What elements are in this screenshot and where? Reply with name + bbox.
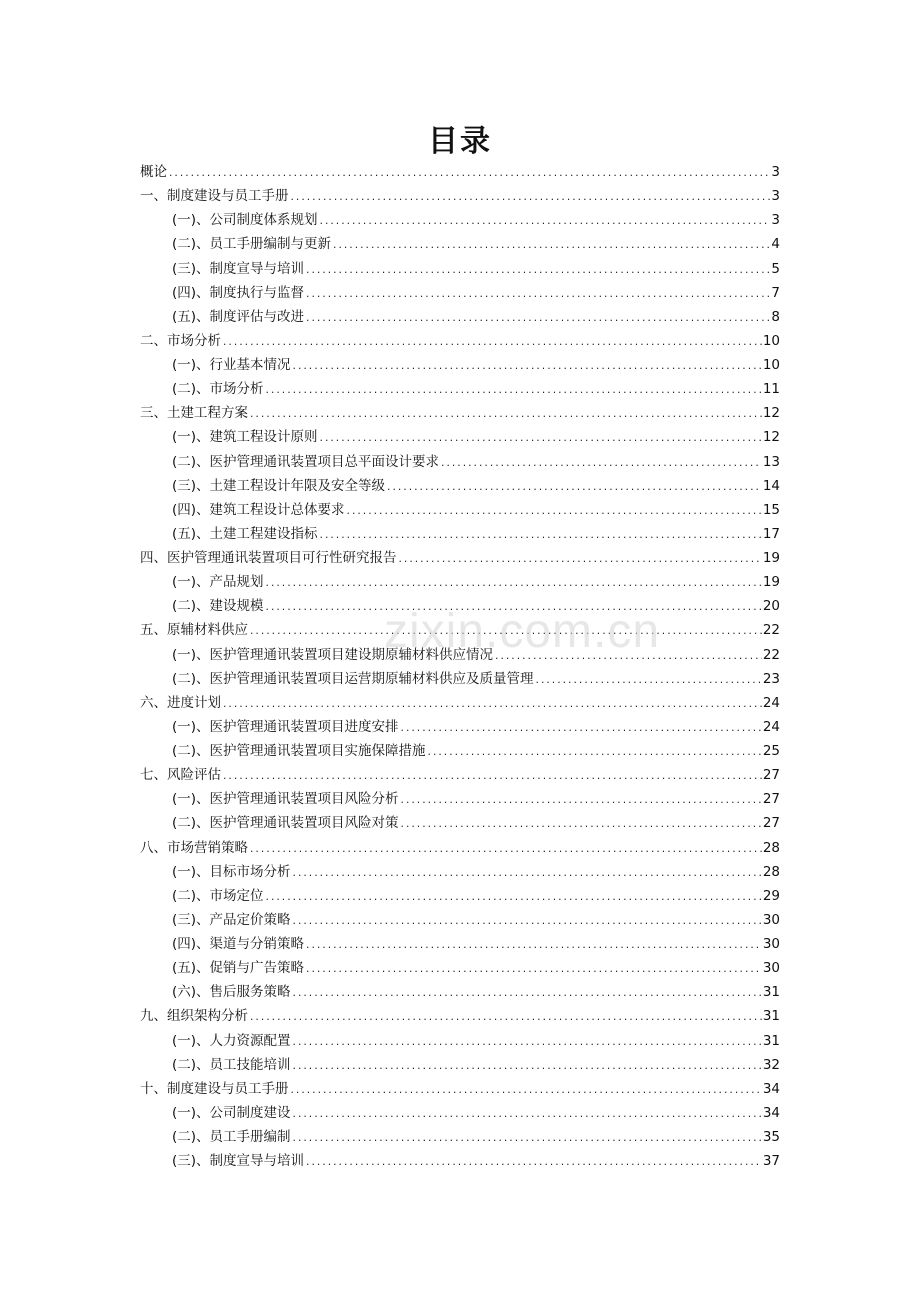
toc-entry-page: 19 xyxy=(762,574,780,591)
toc-entry-label: 概论 xyxy=(140,164,167,180)
toc-dot-leader xyxy=(440,459,762,469)
toc-dot-leader xyxy=(305,290,770,300)
toc-entry-label: (一)、公司制度建设 xyxy=(172,1104,291,1121)
toc-entry-label: (一)、人力资源配置 xyxy=(172,1032,291,1049)
toc-dot-leader xyxy=(292,869,762,879)
toc-entry[interactable] xyxy=(140,208,780,232)
toc-entry-label: 六、进度计划 xyxy=(140,694,221,711)
toc-entry[interactable] xyxy=(140,715,780,739)
toc-entry-page: 23 xyxy=(762,670,780,687)
toc-entry-page: 17 xyxy=(762,525,780,542)
toc-dot-leader xyxy=(398,555,762,565)
table-of-contents xyxy=(140,160,780,1173)
toc-entry-label: 十、制度建设与员工手册 xyxy=(140,1080,289,1097)
toc-entry-page: 25 xyxy=(762,743,780,759)
toc-entry[interactable] xyxy=(140,739,780,763)
toc-dot-leader xyxy=(265,579,762,589)
toc-entry[interactable] xyxy=(140,1053,780,1077)
toc-entry-label: 七、风险评估 xyxy=(140,767,221,784)
toc-dot-leader xyxy=(292,1038,762,1048)
toc-dot-leader xyxy=(222,700,762,710)
toc-entry-label: 九、组织架构分析 xyxy=(140,1008,248,1025)
toc-entry-label: (二)、医护管理通讯装置项目运营期原辅材料供应及质量管理 xyxy=(172,670,534,687)
toc-dot-leader xyxy=(400,796,762,806)
toc-dot-leader xyxy=(222,772,762,782)
toc-dot-leader xyxy=(319,531,762,541)
toc-entry[interactable] xyxy=(140,570,780,594)
toc-entry-label: (三)、产品定价策略 xyxy=(172,911,291,928)
toc-dot-leader xyxy=(292,989,762,999)
toc-entry[interactable] xyxy=(140,1077,780,1101)
toc-dot-leader xyxy=(168,169,770,179)
toc-dot-leader xyxy=(400,820,762,830)
toc-entry[interactable] xyxy=(140,522,780,546)
toc-entry[interactable] xyxy=(140,1101,780,1125)
toc-entry[interactable] xyxy=(140,594,780,618)
toc-entry-label: (四)、建筑工程设计总体要求 xyxy=(172,501,345,518)
toc-entry-label: (二)、员工手册编制与更新 xyxy=(172,236,332,253)
toc-entry[interactable] xyxy=(140,980,780,1004)
toc-dot-leader xyxy=(292,1110,762,1120)
toc-entry[interactable] xyxy=(140,329,780,353)
toc-entry-label: 五、原辅材料供应 xyxy=(140,622,248,639)
toc-entry-label: (二)、医护管理通讯装置项目总平面设计要求 xyxy=(172,453,440,470)
toc-entry-page: 32 xyxy=(762,1056,780,1073)
toc-entry[interactable] xyxy=(140,425,780,449)
watermark: zixin.com.cn xyxy=(384,605,661,658)
toc-entry[interactable] xyxy=(140,667,780,691)
toc-entry-page: 27 xyxy=(762,791,780,808)
toc-entry-label: (五)、促销与广告策略 xyxy=(172,960,305,977)
toc-entry-page: 13 xyxy=(762,453,780,470)
toc-dot-leader xyxy=(427,748,762,758)
toc-entry-page: 35 xyxy=(762,1129,780,1145)
toc-dot-leader xyxy=(222,338,762,348)
toc-entry-page: 3 xyxy=(771,188,780,205)
toc-entry[interactable] xyxy=(140,305,780,329)
toc-entry-page: 37 xyxy=(762,1153,780,1170)
toc-dot-leader xyxy=(265,893,762,903)
toc-dot-leader xyxy=(319,217,771,227)
toc-entry-label: (一)、行业基本情况 xyxy=(172,357,291,373)
toc-entry[interactable] xyxy=(140,498,780,522)
toc-entry[interactable] xyxy=(140,643,780,667)
toc-entry[interactable] xyxy=(140,932,780,956)
toc-entry[interactable] xyxy=(140,1149,780,1173)
toc-entry[interactable] xyxy=(140,691,780,715)
toc-entry-label: (一)、产品规划 xyxy=(172,574,264,591)
toc-entry-label: (二)、医护管理通讯装置项目风险对策 xyxy=(172,815,399,832)
toc-entry-label: (二)、市场定位 xyxy=(172,887,264,904)
toc-entry-label: 二、市场分析 xyxy=(140,332,221,349)
toc-entry-page: 10 xyxy=(762,332,780,349)
toc-entry[interactable] xyxy=(140,184,780,208)
toc-dot-leader xyxy=(400,724,762,734)
toc-dot-leader xyxy=(386,483,762,493)
toc-dot-leader xyxy=(305,941,762,951)
toc-entry-page: 31 xyxy=(762,984,780,1001)
toc-entry-label: 三、土建工程方案 xyxy=(140,405,248,422)
toc-dot-leader xyxy=(305,314,770,324)
toc-entry[interactable] xyxy=(140,1125,780,1149)
toc-dot-leader xyxy=(249,1013,762,1023)
toc-dot-leader xyxy=(290,193,771,203)
toc-entry-page: 30 xyxy=(762,960,780,977)
toc-dot-leader xyxy=(319,434,762,444)
toc-entry[interactable] xyxy=(140,377,780,401)
toc-dot-leader xyxy=(494,652,762,662)
toc-entry-label: (二)、医护管理通讯装置项目实施保障措施 xyxy=(172,743,426,759)
toc-entry[interactable] xyxy=(140,401,780,425)
toc-entry-page: 4 xyxy=(771,236,780,253)
toc-entry-label: 四、医护管理通讯装置项目可行性研究报告 xyxy=(140,550,397,566)
toc-entry-page: 12 xyxy=(762,429,780,446)
toc-entry-page: 22 xyxy=(762,646,780,663)
toc-entry[interactable] xyxy=(140,787,780,811)
toc-entry-page: 14 xyxy=(762,477,780,494)
toc-entry-label: (五)、土建工程建设指标 xyxy=(172,525,318,542)
toc-entry[interactable] xyxy=(140,160,780,184)
toc-entry-label: (一)、建筑工程设计原则 xyxy=(172,429,318,446)
toc-dot-leader xyxy=(249,845,762,855)
toc-dot-leader xyxy=(305,266,770,276)
toc-entry-page: 22 xyxy=(762,622,780,639)
toc-entry-page: 30 xyxy=(762,936,780,952)
toc-entry[interactable] xyxy=(140,860,780,884)
toc-entry-page: 28 xyxy=(762,839,780,856)
toc-entry-label: (一)、医护管理通讯装置项目风险分析 xyxy=(172,791,399,808)
toc-entry-label: (一)、医护管理通讯装置项目进度安排 xyxy=(172,718,399,735)
toc-entry-page: 3 xyxy=(771,212,780,229)
toc-entry-label: (二)、员工技能培训 xyxy=(172,1056,291,1073)
toc-dot-leader xyxy=(292,1062,762,1072)
toc-entry-label: (二)、员工手册编制 xyxy=(172,1129,291,1145)
toc-entry-page: 34 xyxy=(762,1080,780,1097)
toc-entry-page: 12 xyxy=(762,405,780,422)
toc-entry-page: 19 xyxy=(762,550,780,566)
toc-dot-leader xyxy=(535,676,762,686)
toc-entry-page: 27 xyxy=(762,815,780,832)
toc-entry[interactable] xyxy=(140,1029,780,1053)
toc-dot-leader xyxy=(305,965,762,975)
toc-entry-page: 10 xyxy=(762,357,780,373)
toc-entry-label: (五)、制度评估与改进 xyxy=(172,308,305,325)
toc-entry-label: (三)、制度宣导与培训 xyxy=(172,260,305,277)
toc-entry-page: 24 xyxy=(762,718,780,735)
toc-entry-label: 八、市场营销策略 xyxy=(140,839,248,856)
toc-entry-label: (一)、医护管理通讯装置项目建设期原辅材料供应情况 xyxy=(172,646,494,663)
toc-entry-page: 5 xyxy=(771,260,780,277)
toc-entry[interactable] xyxy=(140,956,780,980)
toc-entry[interactable] xyxy=(140,450,780,474)
toc-dot-leader xyxy=(249,627,762,637)
toc-dot-leader xyxy=(346,507,762,517)
toc-entry-page: 29 xyxy=(762,887,780,904)
toc-entry-page: 28 xyxy=(762,863,780,880)
toc-entry[interactable] xyxy=(140,763,780,787)
toc-entry[interactable] xyxy=(140,232,780,256)
toc-dot-leader xyxy=(265,603,762,613)
toc-entry-page: 15 xyxy=(762,501,780,518)
toc-entry-page: 34 xyxy=(762,1104,780,1121)
toc-dot-leader xyxy=(305,1158,762,1168)
toc-dot-leader xyxy=(292,917,762,927)
toc-dot-leader xyxy=(332,241,770,251)
toc-entry-page: 24 xyxy=(762,694,780,711)
toc-dot-leader xyxy=(292,1134,762,1144)
toc-dot-leader xyxy=(249,410,762,420)
toc-entry-label: (六)、售后服务策略 xyxy=(172,984,291,1001)
toc-entry[interactable] xyxy=(140,908,780,932)
toc-entry[interactable] xyxy=(140,836,780,860)
toc-entry-page: 7 xyxy=(771,284,780,301)
toc-entry[interactable] xyxy=(140,811,780,835)
toc-entry[interactable] xyxy=(140,1004,780,1028)
toc-entry[interactable] xyxy=(140,353,780,377)
toc-dot-leader xyxy=(292,362,762,372)
toc-entry-label: (四)、制度执行与监督 xyxy=(172,284,305,301)
toc-entry-label: (四)、渠道与分销策略 xyxy=(172,936,305,952)
toc-entry-page: 31 xyxy=(762,1032,780,1049)
toc-entry[interactable] xyxy=(140,257,780,281)
toc-entry-page: 11 xyxy=(762,381,780,398)
toc-entry-page: 20 xyxy=(762,598,780,615)
toc-entry-page: 27 xyxy=(762,767,780,784)
toc-dot-leader xyxy=(265,386,762,396)
toc-entry[interactable] xyxy=(140,546,780,570)
toc-entry[interactable] xyxy=(140,474,780,498)
toc-entry-page: 3 xyxy=(771,164,780,180)
page-title: 目录 xyxy=(428,124,492,159)
toc-entry[interactable] xyxy=(140,281,780,305)
toc-entry-label: (二)、市场分析 xyxy=(172,381,264,398)
toc-entry-label: (二)、建设规模 xyxy=(172,598,264,615)
toc-dot-leader xyxy=(290,1086,762,1096)
toc-entry-label: 一、制度建设与员工手册 xyxy=(140,188,289,205)
toc-entry-page: 30 xyxy=(762,911,780,928)
toc-entry-label: (三)、土建工程设计年限及安全等级 xyxy=(172,477,386,494)
toc-entry-page: 31 xyxy=(762,1008,780,1025)
toc-entry-label: (一)、公司制度体系规划 xyxy=(172,212,318,229)
toc-entry-page: 8 xyxy=(771,308,780,325)
toc-entry[interactable] xyxy=(140,884,780,908)
toc-entry-label: (一)、目标市场分析 xyxy=(172,863,291,880)
toc-entry-label: (三)、制度宣导与培训 xyxy=(172,1153,305,1170)
toc-entry[interactable] xyxy=(140,618,780,642)
